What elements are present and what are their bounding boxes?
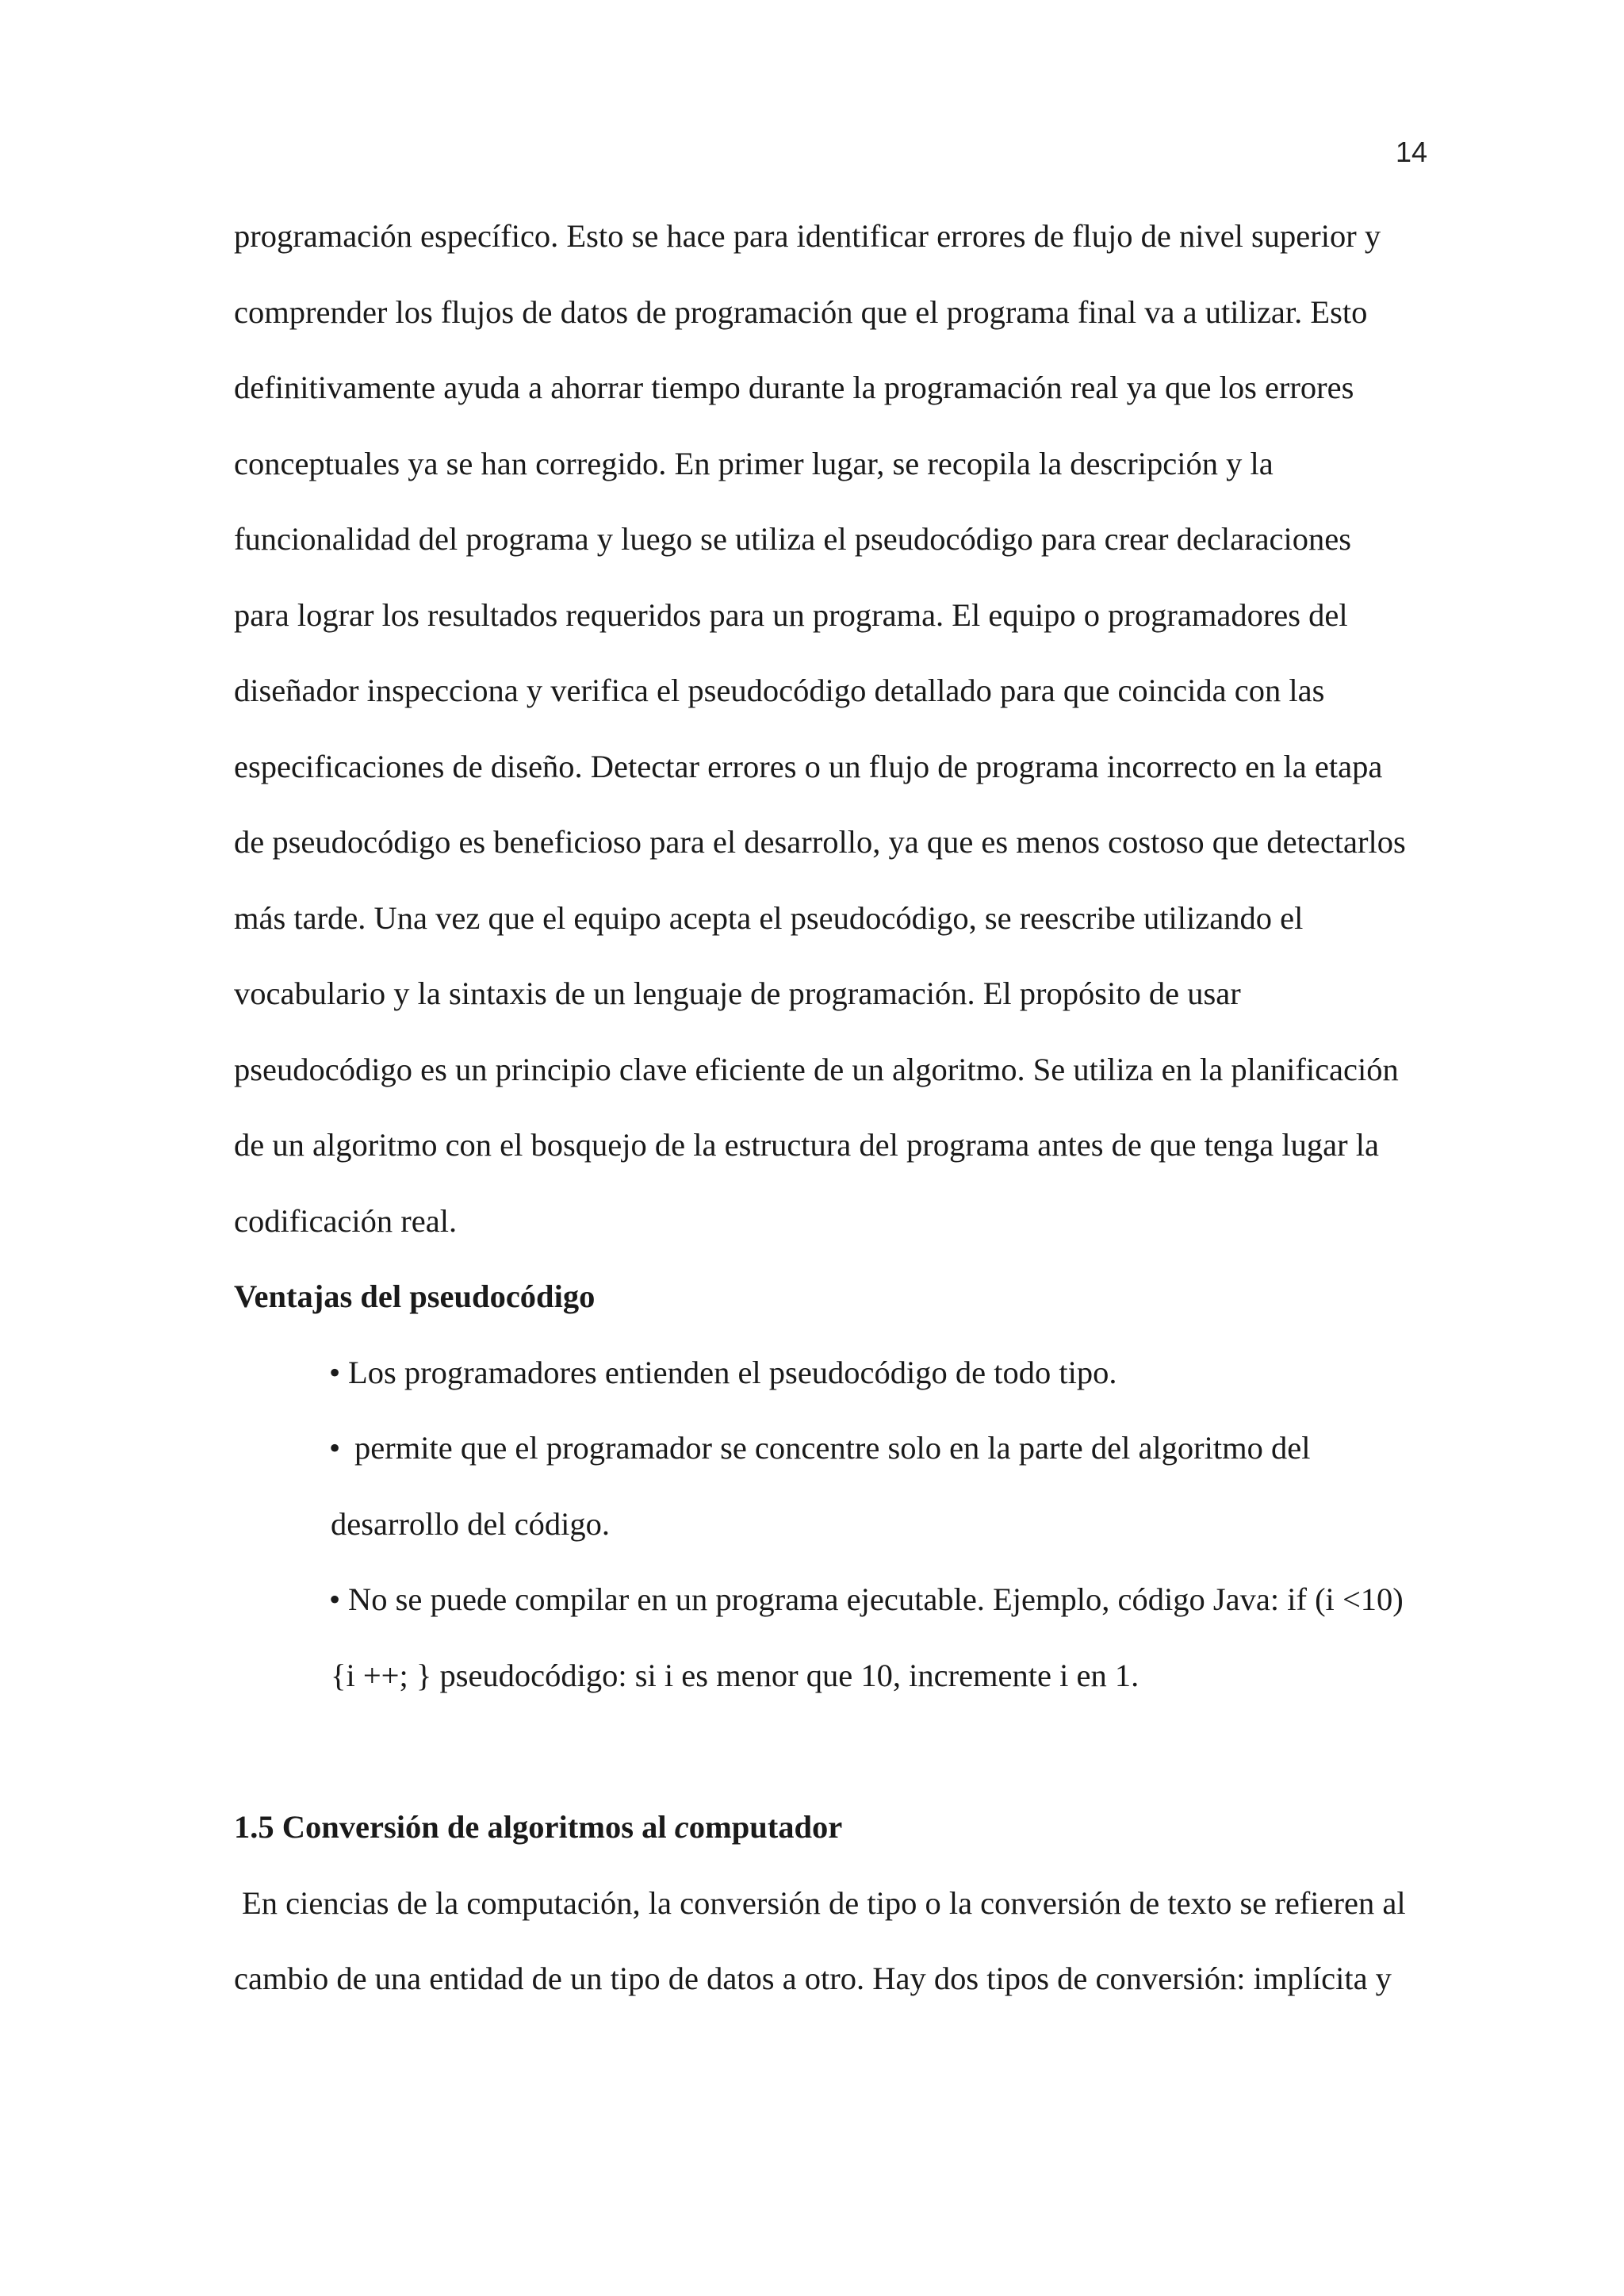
section-heading-suffix: omputador [688, 1809, 843, 1845]
text-line: desarrollo del código. [331, 1505, 611, 1542]
page-content [234, 198, 1431, 2017]
text-line: especificaciones de diseño. Detectar errores o un flujo de programa incorrecto en la etapa [234, 748, 1383, 784]
page-number: 14 [1395, 136, 1427, 168]
text-line: para lograr los resultados requeridos para un programa. El equipo o programadores del [234, 596, 1348, 633]
text-line: No se puede compilar en un programa ejecutable. Ejemplo, código Java: if (i <10) [348, 1581, 1404, 1617]
text-line: de un algoritmo con el bosquejo de la estructura del programa antes de que tenga lugar la [234, 1127, 1379, 1163]
text-line: permite que el programador se concentre solo en la parte del algoritmo del [354, 1430, 1311, 1466]
text-line: diseñador inspecciona y verifica el pseudocódigo detallado para que coincida con las [234, 673, 1325, 708]
section-heading-prefix: 1.5 Conversión de algoritmos al [234, 1809, 675, 1845]
text-line: conceptuales ya se han corregido. En primer lugar, se recopila la descripción y la [234, 445, 1274, 481]
text-line: vocabulario y la sintaxis de un lenguaje de programación. El propósito de usar [234, 976, 1241, 1011]
body-paragraph [234, 198, 1431, 1259]
text-line: Los programadores entienden el pseudocódigo de todo tipo. [348, 1354, 1117, 1390]
text-line: En ciencias de la computación, la conversión de tipo o la conversión de texto se refieren al [242, 1884, 1406, 1921]
text-line: de pseudocódigo es beneficioso para el desarrollo, ya que es menos costoso que detectarlos [234, 824, 1406, 860]
list-item [234, 1335, 1431, 1411]
text-line: funcionalidad del programa y luego se utiliza el pseudocódigo para crear declaraciones [234, 521, 1352, 557]
text-line: programación específico. Esto se hace para identificar errores de flujo de nivel superior y [234, 218, 1381, 254]
advantages-list [234, 1335, 1431, 1714]
bullet-icon: • [329, 1354, 341, 1390]
list-item [234, 1562, 1431, 1713]
text-line: cambio de una entidad de un tipo de datos a otro. Hay dos tipos de conversión: implícita y [234, 1961, 1392, 1996]
bullet-icon: • [329, 1430, 341, 1466]
list-item [234, 1410, 1431, 1562]
bullet-icon: • [329, 1581, 341, 1617]
text-line: pseudocódigo es un principio clave eficiente de un algoritmo. Se utiliza en la planificación [234, 1051, 1399, 1087]
section-heading-italic: c [674, 1809, 689, 1845]
text-line: más tarde. Una vez que el equipo acepta el pseudocódigo, se reescribe utilizando el [234, 899, 1304, 936]
body-paragraph [234, 1865, 1431, 2017]
text-line: comprender los flujos de datos de programación que el programa final va a utilizar. Esto [234, 293, 1368, 330]
text-line: codificación real. [234, 1202, 458, 1239]
text-line: {i ++; } pseudocódigo: si i es menor que 10, incremente i en 1. [331, 1657, 1139, 1693]
section-heading [234, 1789, 1431, 1865]
section-spacer [234, 1713, 1431, 1789]
advantages-heading: Ventajas del pseudocódigo [234, 1278, 596, 1314]
text-line: definitivamente ayuda a ahorrar tiempo durante la programación real ya que los errores [234, 370, 1354, 405]
